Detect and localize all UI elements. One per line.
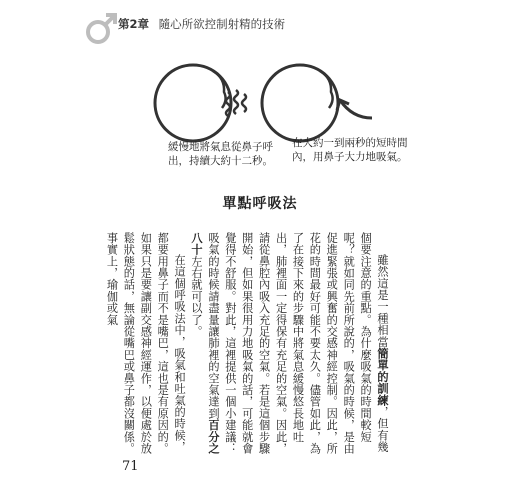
inhale-figure-icon <box>262 65 372 141</box>
body-text <box>105 232 390 462</box>
emphasized-text: 簡單的訓練 <box>376 348 389 407</box>
paragraph-text: 雖然這是一種相當 <box>376 254 389 348</box>
breathing-illustrations <box>0 0 520 200</box>
chapter-title: 隨心所欲控制射精的技術 <box>158 17 286 31</box>
exhale-figure-icon <box>155 65 246 141</box>
chapter-number: 第2章 <box>118 17 150 31</box>
page-number: 71 <box>122 459 139 474</box>
section-title: 單點呼吸法 <box>222 196 298 212</box>
body-paragraph <box>187 232 390 462</box>
body-paragraph <box>103 232 188 462</box>
exhale-caption: 緩慢地將氣息從鼻子呼出，持續大約十二秒。 <box>168 141 273 167</box>
paragraph-text: ，但有幾個要注意的重點。為什麼吸氣的時間較短呢？就如同先前所說的，吸氣的時候，是由促進緊張或興奮的交感神經控制。因此，所花的時間最好可能不要太久。儘管如此，為了在接下來的步驟中將氣息緩慢悠長地吐出，肺裡面一定得保有充足的空氣。因此，請從鼻腔內吸入充足的空氣。若是這個步驟開始，但如果很用力地吸氣的話，可能就會覺得不舒服。對此，這裡提供一個小建議：吸氣的時候請盡量讓肺裡的空氣達到 <box>206 232 389 455</box>
inhale-caption: 在大約一到兩秒的短時間內，用鼻子大力地吸氣。 <box>292 137 408 163</box>
paragraph-text: 左右就可以了。 <box>190 255 204 338</box>
emphasized-text: 百分之八十 <box>190 232 220 455</box>
paragraph-text: 在這個呼吸法中，吸氣和吐氣的時候，都要用鼻子而不是嘴巴，這也是有原因的。如果只是要讓副交感神經運作，以便處於放鬆狀態的話，無論從嘴巴或鼻子都沒關係。事實上，瑜伽或氣 <box>105 232 187 455</box>
